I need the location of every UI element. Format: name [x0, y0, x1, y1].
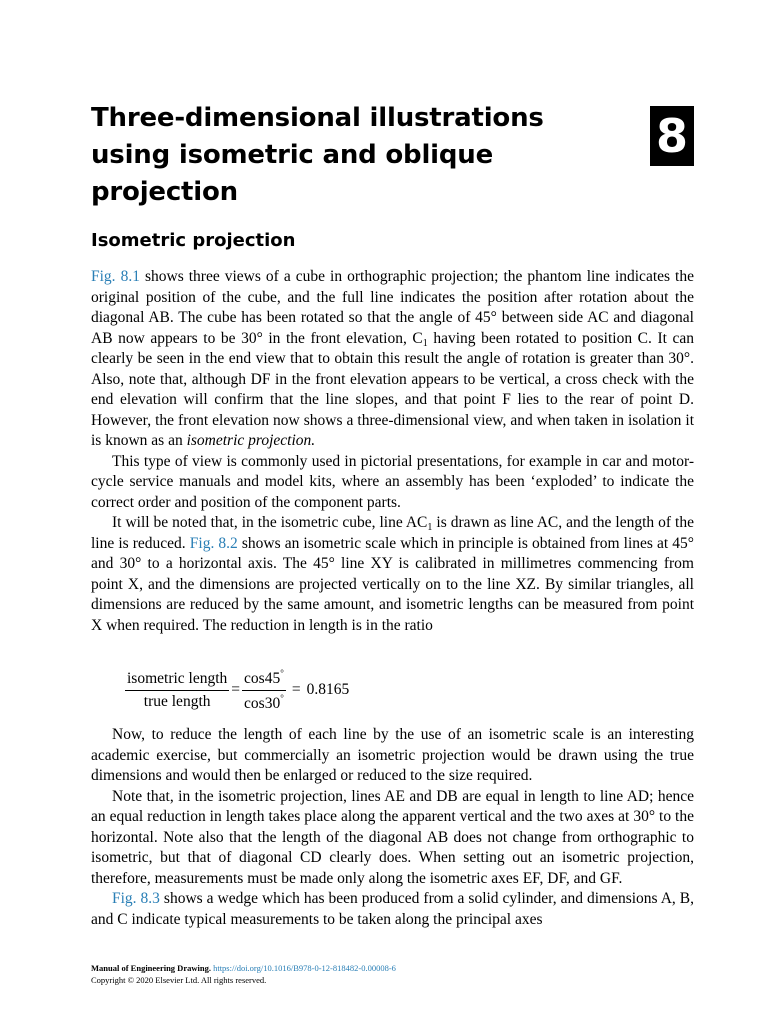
figure-link-8-1[interactable]: Fig. 8.1: [91, 268, 140, 285]
isometric-ratio-equation: $\frac{\text{isometric length}}{\text{true length}}$ = $\frac{\cos 45^\circ}{\cos 30^\circ}$ = 0.8165: [127, 667, 350, 712]
footer-doi-link[interactable]: https://doi.org/10.1016/B978-0-12-818482-0.00008-6: [213, 963, 396, 973]
footer-journal: Manual of Engineering Drawing.: [91, 963, 211, 973]
paragraph-2: This type of view is commonly used in pictorial presentations, for example in car and motor-cycle service manuals and model kits, where an assembly has been ‘exploded’ to indicate the correct order and position of the component parts.: [91, 452, 694, 511]
page-footer: [91, 962, 694, 986]
fraction-cosines: $\frac{\cos 45^\circ}{\cos 30^\circ}$: [244, 667, 284, 712]
paragraph-5: Note that, in the isometric projection, lines AE and DB are equal in length to line AD; hence an equal reduction in length takes place along the apparent vertical and the two axes at 30° to the horizontal. Note also that the length of the diagonal AB does not change from orthographic to isometric, but that of diagonal CD clearly does. When setting out an isometric projection, therefore, measurements must be made only along the isometric axes EF, DF, and GF.: [91, 787, 694, 887]
footer-copyright: Copyright © 2020 Elsevier Ltd. All rights reserved.: [91, 975, 267, 985]
body-text-upper: [91, 267, 694, 636]
paragraph-4: Now, to reduce the length of each line by the use of an isometric scale is an interesting academic exercise, but commercially an isometric projection would be drawn using the true dimensions and would then be enlarged or reduced to the size required.: [91, 726, 694, 784]
chapter-title: Three-dimensional illustrations using isometric and oblique projection: [91, 103, 544, 207]
body-text-lower: [91, 725, 694, 930]
paragraph-3: It will be noted that, in the isometric cube, line $AC_1$ is drawn as line AC, and the length of the line is reduced. Fig. 8.2 shows an isometric scale which in principle is obtained from lines at 45° and 30° to a horizontal axis. The 45° line XY is calibrated in millimetres commencing from point X, and the dimensions are projected vertically on to the line XZ. By similar triangles, all dimensions are reduced by the same amount, and isometric lengths can be measured from point X when required. The reduction in length is in the ratio: [91, 514, 694, 634]
figure-link-8-3[interactable]: Fig. 8.3: [112, 890, 160, 907]
fraction-lengths: $\frac{\text{isometric length}}{\text{true length}}$: [127, 669, 228, 710]
section-heading: Isometric projection: [91, 230, 296, 251]
chapter-number-badge: 8: [650, 106, 694, 166]
figure-link-8-2[interactable]: Fig. 8.2: [189, 534, 238, 552]
paragraph-6: Fig. 8.3 shows a wedge which has been produced from a solid cylinder, and dimensions A, B, and C indicate typical measurements to be taken along the principal axes: [91, 890, 694, 928]
paragraph-1: Fig. 8.1 shows three views of a cube in orthographic projection; the phantom line indicates the original position of the cube, and the full line indicates the position after rotation about the diagonal AB. The cube has been rotated so that the angle of 45° between side AC and diagonal AB now appears to be 30° in the front elevation, $C_1$ having been rotated to position C. It can clearly be seen in the end view that to obtain this result the angle of rotation is greater than 30°. Also, note that, although DF in the front elevation appears to be vertical, a cross check with the end elevation will confirm that the line slopes, and that point F lies to the rear of point D. However, the front elevation now shows a three-dimensional view, and when taken in isolation it is known as an isometric projection.: [91, 268, 694, 449]
